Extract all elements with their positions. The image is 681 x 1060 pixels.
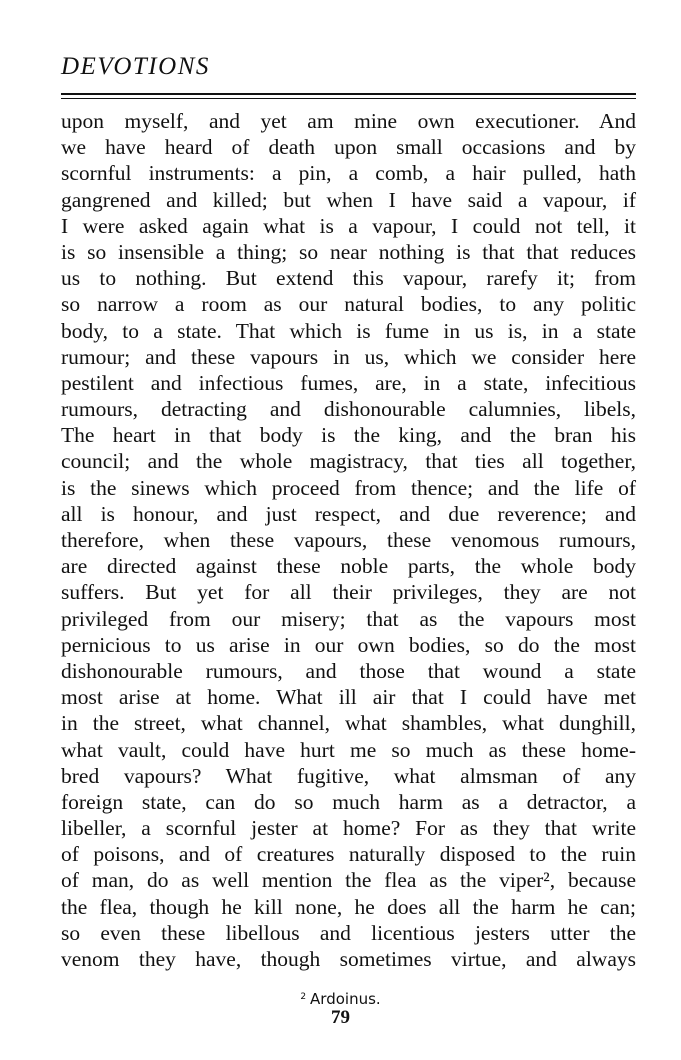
footnote <box>0 988 681 1008</box>
text-line: most arise at home. What ill air that I could have met <box>61 685 636 710</box>
text-line: The heart in that body is the king, and the bran his <box>61 423 636 448</box>
text-line: suffers. But yet for all their privileges, they are not <box>61 580 636 605</box>
text-line: of poisons, and of creatures naturally disposed to the ruin <box>61 842 636 867</box>
text-line: so narrow a room as our natural bodies, to any politic <box>61 292 636 317</box>
text-line: body, to a state. That which is fume in us is, in a state <box>61 318 636 343</box>
text-line: in the street, what channel, what shambles, what dunghill, <box>61 711 636 736</box>
footnote-marker: 2 <box>300 992 307 1002</box>
text-line: is the sinews which proceed from thence; and the life of <box>61 475 636 500</box>
text-line: of man, do as well mention the flea as the viper², because <box>61 868 636 893</box>
text-line: libeller, a scornful jester at home? For as they that write <box>61 816 636 841</box>
text-line: dishonourable rumours, and those that wound a state <box>61 658 636 683</box>
text-line: council; and the whole magistracy, that ties all together, <box>61 449 636 474</box>
text-line: venom they have, though sometimes virtue, and always <box>61 947 636 971</box>
text-line: is so insensible a thing; so near nothing is that that reduces <box>61 239 636 264</box>
text-line: the flea, though he kill none, he does all the harm he can; <box>61 894 636 919</box>
header-rule-thin <box>61 98 636 99</box>
text-line: privileged from our misery; that as the vapours most <box>61 606 636 631</box>
header-rule-thick <box>61 93 636 95</box>
text-line: us to nothing. But extend this vapour, rarefy it; from <box>61 266 636 291</box>
text-line: pernicious to us arise in our own bodies, so do the most <box>61 632 636 657</box>
text-line: I were asked again what is a vapour, I could not tell, it <box>61 213 636 238</box>
text-line: gangrened and killed; but when I have said a vapour, if <box>61 187 636 212</box>
page-number: 79 <box>331 1007 350 1028</box>
footnote-text: Ardoinus. <box>310 990 381 1008</box>
text-line: bred vapours? What fugitive, what almsman of any <box>61 763 636 788</box>
text-line: are directed against these noble parts, the whole body <box>61 554 636 579</box>
text-line: therefore, when these vapours, these venomous rumours, <box>61 528 636 552</box>
running-head: DEVOTIONS <box>61 53 210 80</box>
text-line: we have heard of death upon small occasions and by <box>61 135 636 160</box>
text-line: what vault, could have hurt me so much as these home- <box>61 737 636 762</box>
text-line: rumours, detracting and dishonourable calumnies, libels, <box>61 397 636 422</box>
text-line: scornful instruments: a pin, a comb, a hair pulled, hath <box>61 161 636 186</box>
text-line: foreign state, can do so much harm as a detractor, a <box>61 789 636 814</box>
body-text <box>61 108 636 972</box>
text-line: so even these libellous and licentious jesters utter the <box>61 920 636 945</box>
text-line: all is honour, and just respect, and due reverence; and <box>61 501 636 526</box>
text-line: rumour; and these vapours in us, which we consider here <box>61 344 636 369</box>
text-line: upon myself, and yet am mine own executioner. And <box>61 109 636 133</box>
text-line: pestilent and infectious fumes, are, in a state, infecitious <box>61 370 636 395</box>
